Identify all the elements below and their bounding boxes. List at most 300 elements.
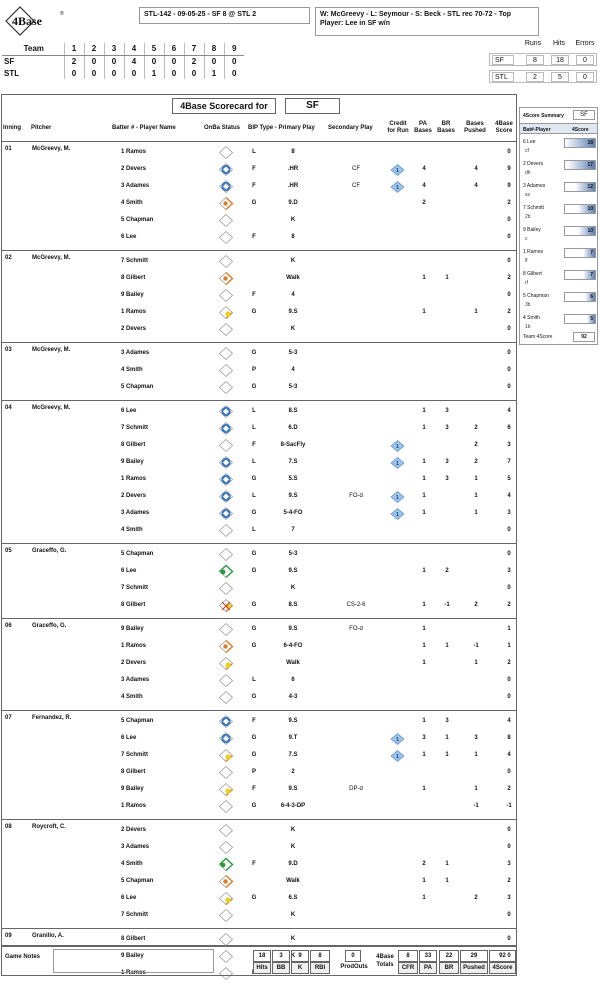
secondary-play: DP-d (349, 786, 363, 792)
base-diamond-icon (218, 840, 234, 855)
plate-appearance-row (2, 345, 516, 362)
credit-for-run-icon (390, 164, 405, 176)
linescore-cell: 0 (224, 55, 244, 67)
onbase-status (218, 748, 234, 763)
bip-type: L (252, 527, 256, 533)
linescore-team: STL (4, 68, 20, 78)
summary-position: 3b (525, 302, 531, 308)
bip-type: G (251, 568, 257, 574)
batter-name: 8 Gilbert (121, 769, 146, 775)
inning-block (2, 400, 516, 543)
bip-type: G (251, 200, 257, 206)
footer-pa-label: PA (419, 962, 437, 974)
batter-name: 2 Devers (121, 326, 147, 332)
summary-score: 17 (587, 162, 593, 168)
4base-score: 3 (507, 510, 511, 516)
onbase-status (218, 380, 234, 395)
summary-score-bar (564, 314, 596, 324)
bases-pushed: 3 (474, 735, 478, 741)
pa-bases: 1 (422, 602, 426, 608)
base-diamond-icon (218, 305, 234, 320)
bases-pushed: 1 (474, 493, 478, 499)
4base-score: 0 (507, 350, 511, 356)
primary-play: K (290, 936, 296, 942)
4base-score: 0 (507, 217, 511, 223)
primary-play: 4 (291, 367, 295, 373)
base-diamond-icon (218, 598, 234, 613)
onbase-status (218, 823, 234, 838)
base-diamond-icon (218, 622, 234, 637)
batter-name: 9 Bailey (121, 626, 144, 632)
pa-bases: 1 (422, 408, 426, 414)
inning-block (2, 819, 516, 928)
onbase-status (218, 322, 234, 337)
plate-appearance-row (2, 522, 516, 539)
bip-type: G (251, 551, 257, 557)
summary-total-value: 92 (573, 332, 595, 342)
onbase-status (218, 230, 234, 245)
inning-block (2, 342, 516, 400)
br-bases: 1 (445, 275, 449, 281)
footer-k-label: K (291, 962, 309, 974)
summary-position: ss (525, 192, 530, 198)
base-diamond-icon (218, 673, 234, 688)
primary-play: K (290, 912, 296, 918)
bip-type: F (252, 183, 256, 189)
br-bases: 1 (445, 752, 449, 758)
summary-score-bar (564, 226, 596, 236)
linescore-team: SF (4, 56, 15, 66)
totals-runs: 8 (526, 55, 544, 65)
bases-pushed: -1 (473, 643, 479, 649)
bip-type: G (251, 510, 257, 516)
base-diamond-icon (218, 857, 234, 872)
plate-appearance-row (2, 488, 516, 505)
primary-play: 9.D (288, 861, 298, 867)
batter-name: 4 Smith (121, 861, 143, 867)
primary-play: 9.S (288, 718, 298, 724)
4base-score: 1 (507, 626, 511, 632)
batter-name: 6 Lee (121, 568, 137, 574)
totals-header-runs: Runs (524, 40, 542, 47)
credit-for-run (390, 733, 405, 745)
primary-play: 4 (291, 292, 295, 298)
bases-pushed: 4 (474, 183, 478, 189)
totals-hits: 5 (551, 72, 569, 82)
primary-play: 9.T (288, 735, 298, 741)
onbase-status (218, 363, 234, 378)
4base-score: 0 (507, 912, 511, 918)
br-bases: 1 (445, 861, 449, 867)
base-diamond-icon (218, 506, 234, 521)
base-diamond-icon (218, 380, 234, 395)
inning-number: 03 (5, 347, 12, 353)
primary-play: .HR (287, 183, 299, 189)
base-diamond-icon (218, 765, 234, 780)
4base-score: 4 (507, 718, 511, 724)
4base-score: 0 (507, 292, 511, 298)
4base-score: 0 (507, 326, 511, 332)
pa-bases: 1 (422, 660, 426, 666)
totals-team: STL (492, 72, 514, 82)
totals-header-errors: Errors (575, 40, 595, 47)
onbase-status (218, 932, 234, 947)
svg-text:1: 1 (396, 444, 399, 450)
plate-appearance-row (2, 270, 516, 287)
batter-name: 6 Lee (121, 895, 137, 901)
footer-4score-value: 92 (489, 950, 516, 962)
batter-name: 5 Chapman (121, 878, 154, 884)
onbase-status (218, 472, 234, 487)
batter-name: 1 Ramos (121, 476, 147, 482)
primary-play: 6-4-3-DP (280, 803, 306, 809)
summary-row (520, 202, 597, 224)
bip-type: G (251, 735, 257, 741)
batter-name: 7 Schmitt (121, 258, 149, 264)
bip-type: P (251, 769, 256, 775)
pa-bases: 1 (422, 510, 426, 516)
base-diamond-icon (218, 455, 234, 470)
logo (2, 3, 70, 39)
batter-name: 2 Devers (121, 493, 147, 499)
plate-appearance-row (2, 420, 516, 437)
primary-play: 8.S (288, 408, 298, 414)
credit-for-run (390, 491, 405, 503)
onbase-status (218, 162, 234, 177)
totals-row-sf (489, 53, 597, 66)
base-diamond-icon (218, 782, 234, 797)
primary-play: K (290, 844, 296, 850)
pa-bases: 1 (422, 878, 426, 884)
bip-type: G (251, 384, 257, 390)
col-bp: Bases Pushed (464, 121, 486, 134)
onbase-status (218, 564, 234, 579)
base-diamond-icon (218, 271, 234, 286)
footer-br-label: BR (439, 962, 459, 974)
primary-play: 5-3 (288, 551, 298, 557)
batter-name: 8 Gilbert (121, 442, 146, 448)
bip-type: G (251, 309, 257, 315)
base-diamond-icon (218, 346, 234, 361)
plate-appearance-row (2, 403, 516, 420)
linescore-cell: 1 (144, 67, 164, 79)
totals-team: SF (492, 55, 514, 65)
4base-score: 0 (507, 551, 511, 557)
primary-play: K (290, 827, 296, 833)
linescore-inning-header: 2 (84, 43, 104, 55)
pitcher-name: Graceffo, G. (32, 623, 67, 629)
onbase-status (218, 622, 234, 637)
footer-hits-label: Hits (253, 962, 271, 974)
footer-prodouts-label: ProdOuts (340, 964, 368, 970)
linescore-row-sf (2, 55, 244, 67)
onbase-status (218, 305, 234, 320)
summary-col-score: 4Score (572, 127, 589, 133)
plate-appearance-row (2, 672, 516, 689)
summary-player: 3 Adames (523, 183, 546, 189)
primary-play: K (290, 258, 296, 264)
plate-appearance-row (2, 379, 516, 396)
pa-bases: 1 (422, 476, 426, 482)
summary-player: 1 Ramos (523, 249, 544, 255)
batter-name: 7 Schmitt (121, 752, 149, 758)
4base-score: 0 (507, 827, 511, 833)
svg-text:1: 1 (396, 754, 399, 760)
plate-appearance-row (2, 454, 516, 471)
summary-score: 7 (590, 272, 593, 278)
credit-for-run (390, 457, 405, 469)
inning-block (2, 250, 516, 342)
summary-score-bar (564, 270, 596, 280)
plate-appearance-row (2, 437, 516, 454)
bases-pushed: 4 (474, 166, 478, 172)
summary-header (520, 123, 597, 134)
primary-play: 9.S (288, 786, 298, 792)
summary-score: 18 (587, 140, 593, 146)
base-diamond-icon (218, 162, 234, 177)
pa-bases: 1 (422, 752, 426, 758)
plate-appearance-row (2, 856, 516, 873)
credit-for-run (390, 750, 405, 762)
bip-type: L (252, 677, 256, 683)
secondary-play: CF (352, 166, 360, 172)
4base-score: 1 (507, 643, 511, 649)
pa-bases: 4 (422, 183, 426, 189)
batter-name: 8 Gilbert (121, 275, 146, 281)
plate-appearance-row (2, 798, 516, 815)
pa-bases: 2 (422, 200, 426, 206)
credit-for-run-icon (390, 508, 405, 520)
svg-text:1: 1 (396, 461, 399, 467)
4base-score: 3 (507, 568, 511, 574)
primary-play: 7.S (288, 459, 298, 465)
batter-name: 4 Smith (121, 200, 143, 206)
batter-name: 4 Smith (121, 694, 143, 700)
summary-player: 6 Lee (523, 139, 536, 145)
bip-type: G (251, 476, 257, 482)
summary-title: 4Score Summary (523, 113, 564, 119)
secondary-play: FO-d (349, 626, 363, 632)
col-cfr: Credit for Run (387, 121, 409, 134)
linescore-cell: 0 (144, 55, 164, 67)
inning-number: 02 (5, 255, 12, 261)
linescore-cell: 0 (84, 55, 104, 67)
summary-row (520, 268, 597, 290)
linescore-inning-header: 4 (124, 43, 144, 55)
bip-type: L (252, 408, 256, 414)
base-diamond-icon (218, 196, 234, 211)
primary-play: 5-3 (288, 384, 298, 390)
bases-pushed: 2 (474, 425, 478, 431)
footer-4score-label: 4Score (489, 962, 516, 974)
bip-type: G (251, 752, 257, 758)
footer-pushed-label: Pushed (460, 962, 488, 974)
4base-score: 0 (507, 936, 511, 942)
linescore-cell: 0 (104, 67, 124, 79)
scorecard-title: 4Base Scorecard for (172, 98, 276, 114)
4base-score: 2 (507, 878, 511, 884)
bases-pushed: 1 (474, 752, 478, 758)
base-diamond-icon (218, 363, 234, 378)
svg-text:1: 1 (396, 185, 399, 191)
summary-score-bar (564, 182, 596, 192)
base-diamond-icon (218, 179, 234, 194)
primary-play: 9.D (288, 200, 298, 206)
pa-bases: 1 (422, 425, 426, 431)
batter-name: 1 Ramos (121, 970, 147, 976)
4base-score: 3 (507, 895, 511, 901)
pitcher-name: Granillo, A. (32, 933, 64, 939)
batter-name: 2 Devers (121, 166, 147, 172)
linescore-inning-header: 8 (204, 43, 224, 55)
primary-play: 5.S (288, 476, 298, 482)
bip-type: G (251, 694, 257, 700)
4base-score: 4 (507, 408, 511, 414)
bip-type: G (251, 626, 257, 632)
bip-type: F (252, 166, 256, 172)
secondary-play: CS-2-6 (346, 602, 366, 608)
primary-play: K (290, 585, 296, 591)
summary-row (520, 136, 597, 158)
4base-score: 2 (507, 660, 511, 666)
pa-bases: 1 (422, 626, 426, 632)
summary-score-bar (564, 248, 596, 258)
4base-score: 2 (507, 275, 511, 281)
onbase-status (218, 639, 234, 654)
plate-appearance-row (2, 161, 516, 178)
footer-pushed-value: 29 (460, 950, 488, 962)
footer-hits-value: 18 (253, 950, 271, 962)
batter-name: 5 Chapman (121, 384, 154, 390)
plate-appearance-row (2, 195, 516, 212)
footer-cfr-value: 8 (398, 950, 418, 962)
col-onbase: OnBa Status (204, 125, 241, 131)
footer-pa-value: 33 (419, 950, 437, 962)
4base-score: 8 (507, 735, 511, 741)
linescore-cell: 0 (64, 67, 84, 79)
batter-name: 6 Lee (121, 408, 137, 414)
primary-play: K (290, 326, 296, 332)
pitcher-name: McGreevy, M. (32, 347, 71, 353)
primary-play: 6 (291, 677, 295, 683)
plate-appearance-row (2, 890, 516, 907)
batter-name: 6 Lee (121, 735, 137, 741)
inning-number: 01 (5, 146, 12, 152)
4base-score: 6 (507, 425, 511, 431)
base-diamond-icon (218, 874, 234, 889)
base-diamond-icon (218, 639, 234, 654)
base-diamond-icon (218, 523, 234, 538)
4base-score: -1 (506, 803, 512, 809)
plate-appearance-row (2, 747, 516, 764)
secondary-play: FO-d (349, 493, 363, 499)
primary-play: .HR (287, 166, 299, 172)
4base-score: 2 (507, 786, 511, 792)
onbase-status (218, 288, 234, 303)
batter-name: 4 Smith (121, 367, 143, 373)
batter-name: 2 Devers (121, 827, 147, 833)
br-bases: 1 (445, 643, 449, 649)
col-pitcher: Pitcher (31, 125, 52, 131)
4base-score: 5 (507, 476, 511, 482)
inning-number: 08 (5, 824, 12, 830)
bip-type: L (252, 459, 256, 465)
4base-score: 0 (507, 367, 511, 373)
inning-block (2, 710, 516, 819)
linescore-header-row (2, 43, 244, 55)
inning-number: 07 (5, 715, 12, 721)
svg-text:1: 1 (396, 168, 399, 174)
summary-row (520, 158, 597, 180)
primary-play: 2 (291, 769, 295, 775)
4base-score: 0 (507, 384, 511, 390)
game-notes-label: Game Notes (5, 954, 41, 960)
onbase-status (218, 656, 234, 671)
inning-block (2, 543, 516, 618)
onbase-status (218, 179, 234, 194)
svg-text:1: 1 (396, 512, 399, 518)
logo-text: 4Base (12, 14, 42, 28)
footer-totals (1, 946, 517, 976)
batter-name: 7 Schmitt (121, 585, 149, 591)
pa-bases: 2 (422, 861, 426, 867)
onbase-status (218, 714, 234, 729)
batter-name: 9 Bailey (121, 953, 144, 959)
primary-play: 9.S (288, 493, 298, 499)
plate-appearance-row (2, 621, 516, 638)
game-header: STL-142 - 09-05-25 - SF 8 @ STL 2 (139, 7, 310, 24)
pa-bases: 1 (422, 718, 426, 724)
summary-row (520, 312, 597, 334)
br-bases: 3 (445, 718, 449, 724)
bip-type: F (252, 442, 256, 448)
primary-play: 8-SacFly (280, 442, 306, 448)
pa-bases: 1 (422, 786, 426, 792)
summary-player: 4 Smith (523, 315, 540, 321)
batter-name: 3 Adames (121, 677, 150, 683)
base-diamond-icon (218, 581, 234, 596)
summary-score-bar (564, 160, 596, 170)
plate-appearance-row (2, 713, 516, 730)
totals-errors: 0 (576, 72, 594, 82)
base-diamond-icon (218, 421, 234, 436)
summary-score-bar (564, 292, 596, 302)
plate-appearance-row (2, 638, 516, 655)
credit-for-run-icon (390, 181, 405, 193)
br-bases: 3 (445, 459, 449, 465)
4base-score: 9 (507, 166, 511, 172)
plate-appearance-row (2, 144, 516, 161)
col-secondary: Secondary Play (328, 125, 373, 131)
pitcher-name: Roycroft, C. (32, 824, 67, 830)
game-summary-note: W: McGreevy - L: Seymour - S: Beck - STL rec 70-72 - Top Player: Lee in SF w/n (315, 7, 539, 36)
summary-position: c (525, 236, 528, 242)
batter-name: 5 Chapman (121, 217, 154, 223)
linescore-team-label: Team (2, 43, 64, 55)
primary-play: Walk (286, 275, 300, 281)
onbase-status (218, 213, 234, 228)
batter-name: 1 Ramos (121, 149, 147, 155)
linescore-cell: 0 (124, 67, 144, 79)
base-diamond-icon (218, 213, 234, 228)
batter-name: 1 Ramos (121, 643, 147, 649)
footer-br-value: 22 (439, 950, 459, 962)
bases-pushed: 1 (474, 510, 478, 516)
logo-mark-symbol: ® (60, 11, 64, 17)
onbase-status (218, 581, 234, 596)
credit-for-run (390, 164, 405, 176)
bip-type: L (252, 493, 256, 499)
